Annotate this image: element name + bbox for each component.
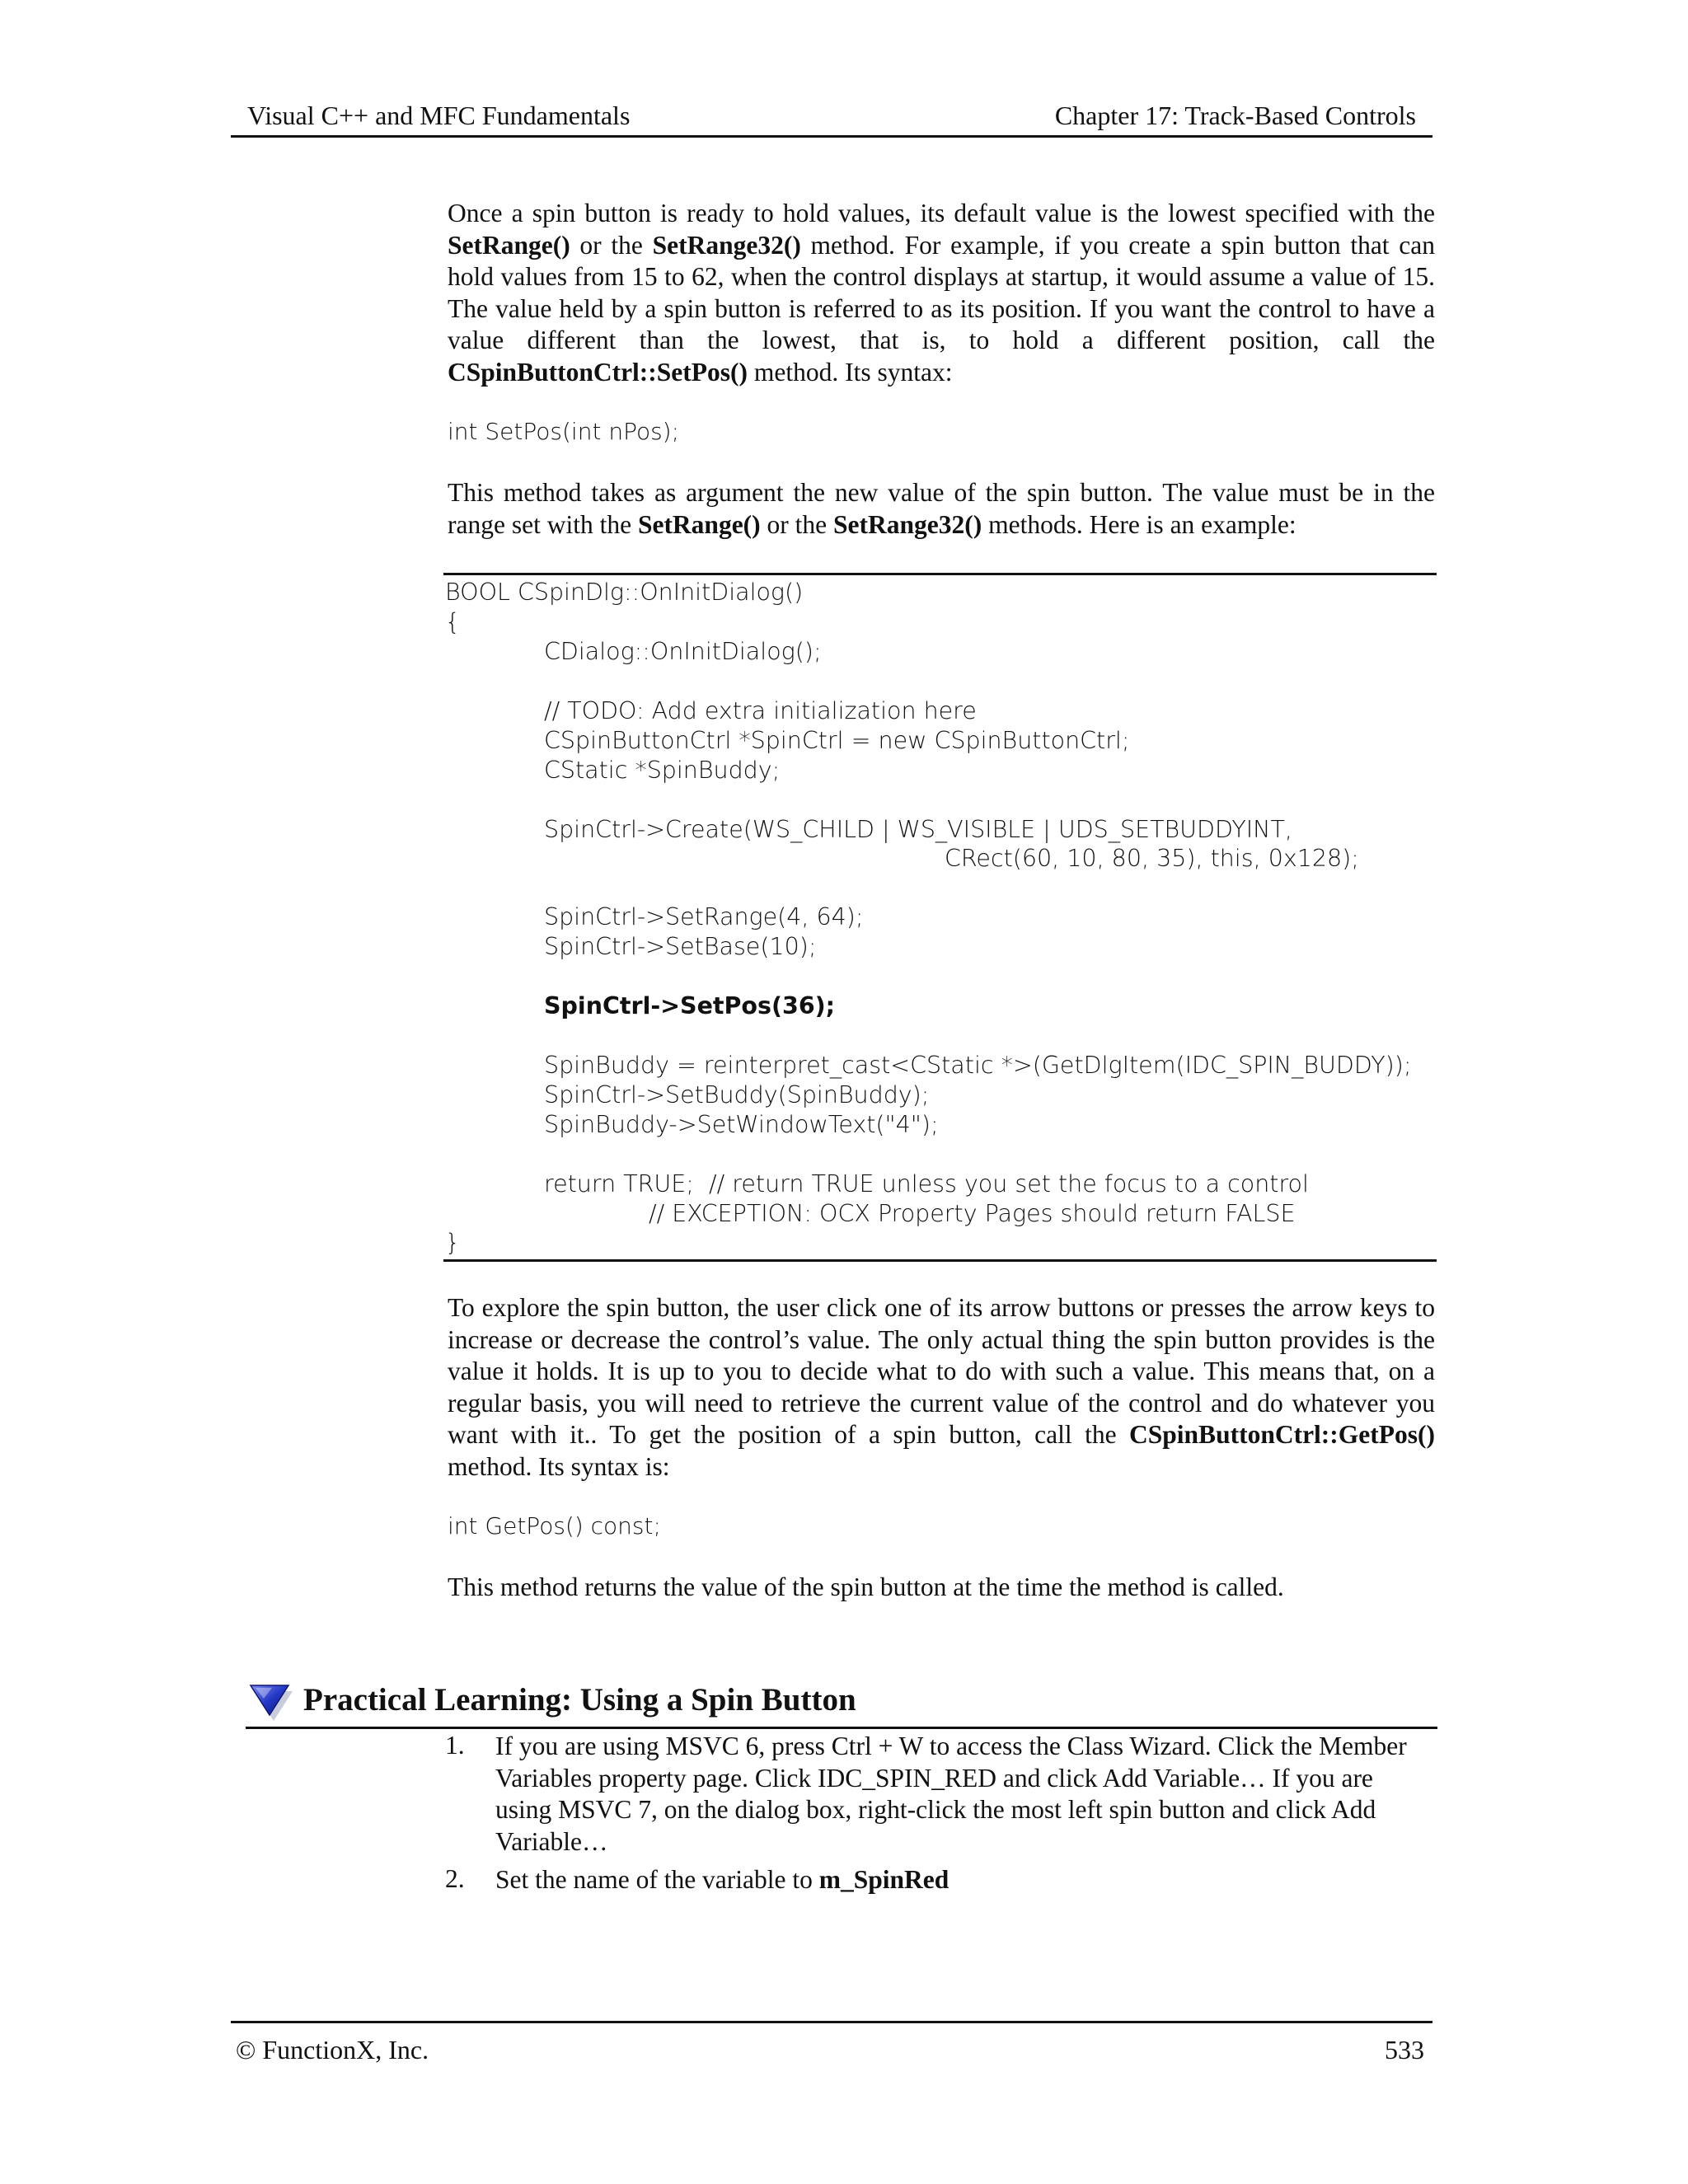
- text-run: To explore the spin button, the user click one of its arrow buttons or presses the arrow keys to increase or decrease the control’s value. The only actual thing the spin button provides is the value it holds. It is up to you to decide what to do with such a value. This means that, on a regular basis, you will need to retrieve the current value of the control and do whatever you want with it.. To get the position of a spin button, call the: [448, 1293, 1435, 1449]
- step-number: 1.: [445, 1731, 465, 1760]
- code-line: CStatic *SpinBuddy;: [544, 757, 781, 784]
- text-run: This method takes as argument the new value of the spin button. The value must be in the range set with the: [448, 478, 1435, 539]
- code-line: // TODO: Add extra initialization here: [544, 697, 977, 724]
- text-run: or the: [760, 509, 834, 539]
- text-run: method. Its syntax is:: [448, 1451, 670, 1481]
- page-header: [231, 97, 1432, 138]
- code-line: SpinBuddy = reinterpret_cast<CStatic *>(GetDlgItem(IDC_SPIN_BUDDY));: [544, 1052, 1412, 1079]
- page-number: 533: [1385, 2035, 1424, 2064]
- code-line: SpinCtrl->SetBuddy(SpinBuddy);: [544, 1081, 930, 1108]
- code-line: SpinCtrl->Create(WS_CHILD | WS_VISIBLE | UDS_SETBUDDYINT,: [544, 816, 1292, 843]
- header-chapter-title: Chapter 17: Track-Based Controls: [1054, 101, 1416, 130]
- code-line: CDialog::OnInitDialog();: [544, 638, 822, 665]
- step-number: 2.: [445, 1864, 465, 1893]
- step-text: [495, 1864, 1435, 1896]
- bold-term: SetRange(): [637, 509, 761, 539]
- syntax-setpos: int SetPos(int nPos);: [448, 418, 680, 445]
- code-line: }: [445, 1229, 461, 1256]
- code-line: BOOL CSpinDlg::OnInitDialog(): [445, 579, 804, 606]
- step-text: If you are using MSVC 6, press Ctrl + W to access the Class Wizard. Click the Member Variables property page. Click IDC_SPIN_RED and click Add Variable… If you are using MSVC 7, on the dialog box, right-click the most left spin button and click Add Variable…: [495, 1732, 1407, 1856]
- paragraph-setpos-description: [448, 477, 1435, 541]
- page-footer: [231, 2021, 1432, 2064]
- code-block-bottom-rule: [443, 1259, 1437, 1262]
- footer-copyright: © FunctionX, Inc.: [236, 2035, 429, 2064]
- section-title: Practical Learning: Using a Spin Button: [303, 1682, 856, 1718]
- code-line: CSpinButtonCtrl *SpinCtrl = new CSpinButtonCtrl;: [544, 727, 1130, 754]
- bold-term: SetRange(): [448, 230, 570, 260]
- syntax-getpos: int GetPos() const;: [448, 1512, 661, 1540]
- text-run: methods. Here is an example:: [982, 509, 1296, 539]
- code-line: SpinCtrl->SetBase(10);: [544, 933, 817, 960]
- code-block-top-rule: [443, 573, 1437, 575]
- code-line: // EXCEPTION: OCX Property Pages should return FALSE: [649, 1200, 1296, 1227]
- bold-term: CSpinButtonCtrl::GetPos(): [1129, 1420, 1435, 1449]
- code-line: return TRUE; // return TRUE unless you set the focus to a control: [544, 1170, 1309, 1197]
- paragraph-default-value: [448, 198, 1435, 388]
- text-run: method. For example, if you create a spin button that can hold values from 15 to 62, when the control displays at startup, it would assume a value of 15. The value held by a spin button is referred to as its position. If you want the control to have a value different than the lowest, that is, to hold a different position, call the: [448, 230, 1435, 354]
- paragraph-explore-spin-button: [448, 1292, 1435, 1483]
- code-line: SpinBuddy->SetWindowText("4");: [544, 1111, 939, 1138]
- section-rule: [246, 1727, 1437, 1729]
- text-run: Set the name of the variable to: [495, 1865, 819, 1894]
- bold-term: CSpinButtonCtrl::SetPos(): [448, 357, 748, 387]
- code-line: {: [445, 608, 461, 635]
- code-line: CRect(60, 10, 80, 35), this, 0x128);: [945, 845, 1359, 872]
- header-book-title: Visual C++ and MFC Fundamentals: [247, 101, 631, 130]
- code-line: SpinCtrl->SetRange(4, 64);: [544, 903, 864, 930]
- variable-name: m_SpinRed: [818, 1865, 950, 1894]
- text-run: Once a spin button is ready to hold values, its default value is the lowest specified with the: [448, 199, 1435, 227]
- code-line-highlighted: SpinCtrl->SetPos(36);: [544, 992, 836, 1019]
- blue-triangle-icon: [247, 1679, 293, 1722]
- bold-term: SetRange32(): [833, 509, 982, 539]
- text-run: method. Its syntax:: [748, 357, 953, 387]
- text-run: or the: [570, 230, 653, 260]
- paragraph-getpos-description: This method returns the value of the spin button at the time the method is called.: [448, 1572, 1284, 1601]
- bold-term: SetRange32(): [652, 230, 801, 260]
